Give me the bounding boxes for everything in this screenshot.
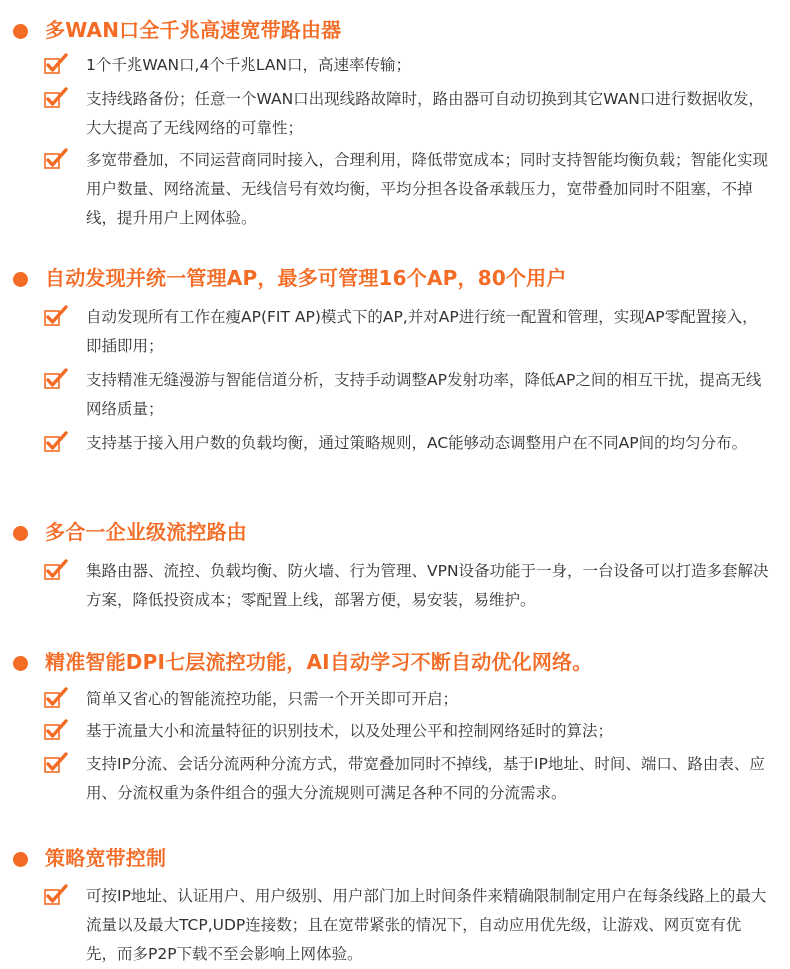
checkmark-icon <box>44 752 68 774</box>
checkmark-icon <box>44 884 68 906</box>
feature-text: 简单又省心的智能流控功能，只需一个开关即可开启； <box>86 690 459 708</box>
section-title: 自动发现并统一管理AP，最多可管理16个AP，80个用户 <box>45 266 567 290</box>
section-header <box>0 517 790 547</box>
bullet-dot-icon <box>13 24 28 39</box>
checkmark-icon <box>44 87 68 109</box>
feature-text: 支持线路备份；任意一个WAN口出现线路故障时，路由器可自动切换到其它WAN口进行数据收发，大大提高了无线网络的可靠性； <box>86 90 764 137</box>
checkmark-icon <box>44 148 68 170</box>
feature-text: 可按IP地址、认证用户、用户级别、用户部门加上时间条件来精确限制制定用户在每条线路上的最大流量以及最大TCP,UDP连接数；且在宽带紧张的情况下，自动应用优先级，让游戏、网页宽有优先，而多P2P下载不至会影响上网体验。 <box>86 887 767 963</box>
section-header <box>0 263 790 293</box>
checkmark-icon <box>44 559 68 581</box>
section-title: 精准智能DPI七层流控功能，AI自动学习不断自动优化网络。 <box>45 650 593 674</box>
checkmark-icon <box>44 368 68 390</box>
feature-text: 自动发现所有工作在瘦AP(FIT AP)模式下的AP,并对AP进行统一配置和管理，实现AP零配置接入，即插即用； <box>86 308 758 355</box>
checkmark-icon <box>44 687 68 709</box>
checkmark-icon <box>44 719 68 741</box>
feature-text: 基于流量大小和流量特征的识别技术，以及处理公平和控制网络延时的算法； <box>86 722 614 740</box>
checkmark-icon <box>44 53 68 75</box>
section-title: 多合一企业级流控路由 <box>45 520 247 544</box>
section-title: 多WAN口全千兆高速宽带路由器 <box>45 18 342 42</box>
bullet-dot-icon <box>13 526 28 541</box>
section-bandwidth-policy <box>0 843 790 873</box>
section-header <box>0 647 790 677</box>
section-dpi-flow-control <box>0 647 790 677</box>
feature-text: 支持IP分流、会话分流两种分流方式，带宽叠加同时不掉线，基于IP地址、时间、端口、路由表、应用、分流权重为条件组合的强大分流规则可满足各种不同的分流需求。 <box>86 755 765 802</box>
feature-text: 支持精准无缝漫游与智能信道分析，支持手动调整AP发射功率，降低AP之间的相互干扰，提高无线网络质量； <box>86 371 762 418</box>
section-ap-management <box>0 263 790 293</box>
bullet-dot-icon <box>13 272 28 287</box>
bullet-dot-icon <box>13 656 28 671</box>
feature-text: 集路由器、流控、负载均衡、防火墙、行为管理、VPN设备功能于一身，一台设备可以打造多套解决方案，降低投资成本；零配置上线，部署方便，易安装，易维护。 <box>86 562 769 609</box>
checkmark-icon <box>44 431 68 453</box>
feature-text: 多宽带叠加，不同运营商同时接入，合理利用，降低带宽成本；同时支持智能均衡负载；智能化实现用户数量、网络流量、无线信号有效均衡，平均分担各设备承载压力，宽带叠加同时不阻塞，不掉线，提升用户上网体验。 <box>86 151 769 227</box>
feature-text: 1个千兆WAN口,4个千兆LAN口，高速率传输； <box>86 56 412 74</box>
section-title: 策略宽带控制 <box>45 846 167 870</box>
section-multi-wan <box>0 15 790 45</box>
section-header <box>0 15 790 45</box>
feature-text: 支持基于接入用户数的负载均衡，通过策略规则，AC能够动态调整用户在不同AP间的均匀分布。 <box>86 434 748 452</box>
checkmark-icon <box>44 305 68 327</box>
bullet-dot-icon <box>13 852 28 867</box>
section-enterprise-router <box>0 517 790 547</box>
section-header <box>0 843 790 873</box>
